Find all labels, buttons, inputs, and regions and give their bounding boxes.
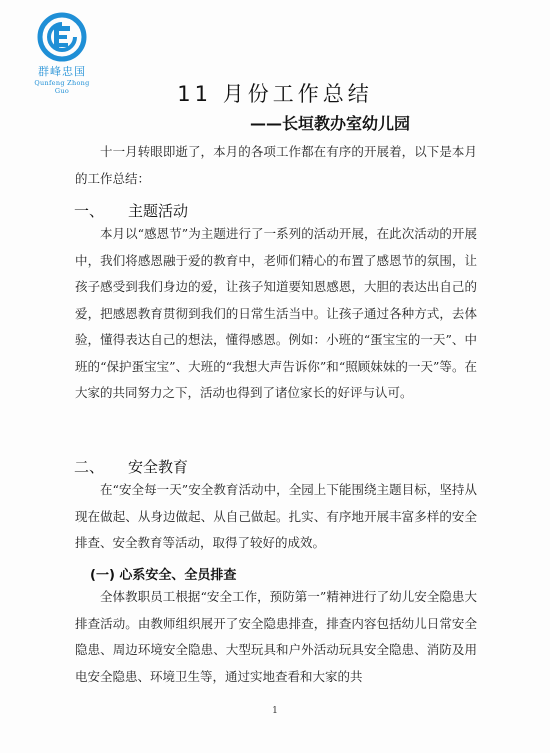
document-subtitle: ——长垣教办室幼儿园 (250, 114, 411, 133)
section1-number: 一、 (74, 202, 105, 220)
intro-paragraph: 十一月转眼即逝了，本月的各项工作都在有序的开展着，以下是本月的工作总结： (75, 144, 477, 186)
logo-name-cn: 群峰忠国 (38, 65, 86, 78)
section2-number: 二、 (74, 458, 105, 476)
document-title: 11 月份工作总结 (177, 82, 373, 106)
subsection1-heading: (一) 心系安全、全员排查 (90, 568, 237, 583)
section2-title: 安全教育 (128, 458, 189, 476)
section1-title: 主题活动 (128, 202, 189, 220)
section1-heading (74, 200, 188, 221)
page-number: 1 (272, 706, 278, 716)
section2-body: 在“安全每一天”安全教育活动中，全园上下能围绕主题目标，坚持从现在做起、从身边做起、从自己做起。扎实、有序地开展丰富多样的安全排查、安全教育等活动，取得了较好的成效。 (75, 482, 477, 550)
section2-heading (74, 456, 188, 477)
logo-emblem-icon (37, 12, 87, 62)
section1-body: 本月以“感恩节”为主题进行了一系列的活动开展，在此次活动的开展中，我们将感恩融于爱的教育中，老师们精心的布置了感恩节的氛围，让孩子感受到我们身边的爱，让孩子知道要知恩感恩，大胆的表达出自己的爱，把感恩教育贯彻到我们的日常生活当中。让孩子通过各种方式，去体验，懂得表达自己的想法，懂得感恩。例如：小班的“蛋宝宝的一天”、中班的“保护蛋宝宝”、大班的“我想大声告诉你”和“照顾妹妹的一天”等。在大家的共同努力之下，活动也得到了诸位家长的好评与认可。 (75, 226, 477, 400)
subsection1-body: 全体教职员工根据“安全工作，预防第一”精神进行了幼儿安全隐患大排查活动。由教师组织展开了安全隐患排查，排查内容包括幼儿日常安全隐患、周边环境安全隐患、大型玩具和户外活动玩具安全隐患、消防及用电安全隐患、环境卫生等，通过实地查看和大家的共 (75, 589, 477, 684)
logo-name-en: Qunfeng Zhong Guo (34, 79, 90, 95)
